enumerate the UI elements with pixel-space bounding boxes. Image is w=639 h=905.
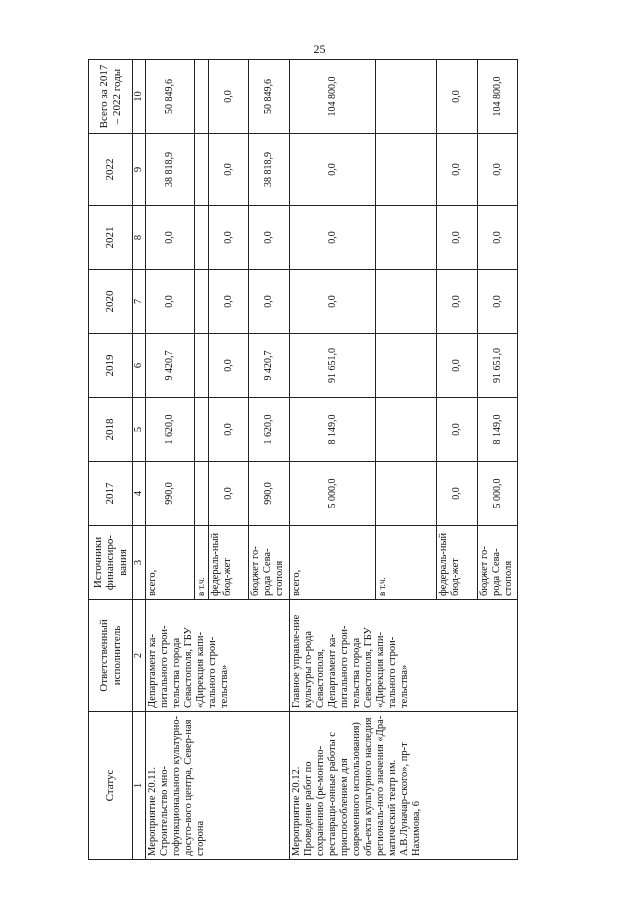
value-cell: 0,0 — [208, 270, 248, 334]
value-cell: 0,0 — [146, 206, 195, 270]
value-cell: 8 149,0 — [289, 398, 376, 462]
value-cell: 0,0 — [437, 462, 477, 526]
value-cell: 0,0 — [477, 134, 517, 206]
index-cell: 6 — [133, 334, 146, 398]
value-cell: 38 818,9 — [249, 134, 289, 206]
value-cell: 9 420,7 — [249, 334, 289, 398]
value-cell: 0,0 — [289, 270, 376, 334]
table-row — [146, 60, 195, 860]
value-cell: 38 818,9 — [146, 134, 195, 206]
value-cell: 0,0 — [208, 60, 248, 134]
index-cell: 5 — [133, 398, 146, 462]
header-year: 2019 — [89, 334, 133, 398]
value-cell: 0,0 — [208, 462, 248, 526]
index-cell: 1 — [133, 712, 146, 860]
value-cell — [376, 462, 437, 526]
value-cell: 0,0 — [249, 206, 289, 270]
value-cell — [194, 398, 208, 462]
header-year: 2021 — [89, 206, 133, 270]
source-cell: бюджет го-рода Сева-стополя — [477, 526, 517, 600]
source-cell: федераль-ный бюд-жет — [208, 526, 248, 600]
index-row — [133, 60, 146, 860]
measure-executor: Главное управле-ние культуры го-рода Севастополя, Департамент ка-питального строи-тельства города Севастополя, ГБУ «Дирекция капи-тального строи-тельства» — [289, 600, 517, 712]
value-cell — [376, 398, 437, 462]
value-cell: 50 849,6 — [146, 60, 195, 134]
value-cell: 1 620,0 — [146, 398, 195, 462]
value-cell: 104 800,0 — [289, 60, 376, 134]
source-cell: бюджет го-рода Сева-стополя — [249, 526, 289, 600]
value-cell: 0,0 — [437, 206, 477, 270]
header-year: 2018 — [89, 398, 133, 462]
value-cell: 0,0 — [208, 398, 248, 462]
value-cell: 0,0 — [289, 134, 376, 206]
value-cell: 0,0 — [437, 60, 477, 134]
value-cell: 0,0 — [437, 270, 477, 334]
value-cell: 0,0 — [437, 134, 477, 206]
header-executor: Ответственный исполнитель — [89, 600, 133, 712]
value-cell — [376, 206, 437, 270]
index-cell: 10 — [133, 60, 146, 134]
header-year: 2022 — [89, 134, 133, 206]
value-cell: 990,0 — [249, 462, 289, 526]
value-cell: 1 620,0 — [249, 398, 289, 462]
rotated-table-container — [88, 60, 518, 860]
value-cell: 0,0 — [477, 270, 517, 334]
measure-status: Мероприятие 20.12. Проведение работ по сохранению (ре-монтно-реставраци-онные работы с приспособлением для современного использования) объ-екта культурного наследия региональ-ного значения «Дра-матический театр им. А.В.Луначар-ского», пр-т Нахимова, 6 — [289, 712, 517, 860]
header-row — [89, 60, 133, 860]
header-year: 2017 — [89, 462, 133, 526]
value-cell: 91 651,0 — [289, 334, 376, 398]
value-cell: 0,0 — [146, 270, 195, 334]
source-cell: всего, — [289, 526, 376, 600]
value-cell: 104 800,0 — [477, 60, 517, 134]
value-cell: 50 849,6 — [249, 60, 289, 134]
header-total: Всего за 2017 – 2022 годы — [89, 60, 133, 134]
index-cell: 7 — [133, 270, 146, 334]
value-cell — [376, 270, 437, 334]
index-cell: 9 — [133, 134, 146, 206]
value-cell — [376, 60, 437, 134]
value-cell: 0,0 — [437, 398, 477, 462]
header-year: 2020 — [89, 270, 133, 334]
source-cell: всего, — [146, 526, 195, 600]
index-cell: 8 — [133, 206, 146, 270]
value-cell: 990,0 — [146, 462, 195, 526]
value-cell: 0,0 — [208, 206, 248, 270]
value-cell — [194, 134, 208, 206]
value-cell: 0,0 — [437, 334, 477, 398]
value-cell: 0,0 — [249, 270, 289, 334]
measure-executor: Департамент ка-питального строи-тельства города Севастополя, ГБУ «Дирекция капи-тального строи-тельства» — [146, 600, 289, 712]
financing-table — [88, 59, 518, 860]
value-cell: 0,0 — [477, 206, 517, 270]
table-row — [289, 60, 376, 860]
value-cell — [194, 206, 208, 270]
value-cell — [194, 462, 208, 526]
value-cell — [376, 134, 437, 206]
value-cell: 9 420,7 — [146, 334, 195, 398]
value-cell — [194, 270, 208, 334]
value-cell: 0,0 — [208, 334, 248, 398]
value-cell — [194, 60, 208, 134]
value-cell: 91 651,0 — [477, 334, 517, 398]
measure-status: Мероприятие 20.11. Строительство мно-гофункционального культурно-досуго-вого центра, Север-ная сторона — [146, 712, 289, 860]
value-cell: 0,0 — [289, 206, 376, 270]
source-cell: в т.ч. — [376, 526, 437, 600]
index-cell: 2 — [133, 600, 146, 712]
value-cell: 5 000,0 — [289, 462, 376, 526]
index-cell: 3 — [133, 526, 146, 600]
source-cell: в т.ч. — [194, 526, 208, 600]
value-cell — [194, 334, 208, 398]
value-cell: 8 149,0 — [477, 398, 517, 462]
header-source: Источники финансиро-вания — [89, 526, 133, 600]
value-cell: 5 000,0 — [477, 462, 517, 526]
index-cell: 4 — [133, 462, 146, 526]
value-cell: 0,0 — [208, 134, 248, 206]
source-cell: федераль-ный бюд-жет — [437, 526, 477, 600]
page-number: 25 — [313, 42, 326, 56]
header-status: Статус — [89, 712, 133, 860]
value-cell — [376, 334, 437, 398]
